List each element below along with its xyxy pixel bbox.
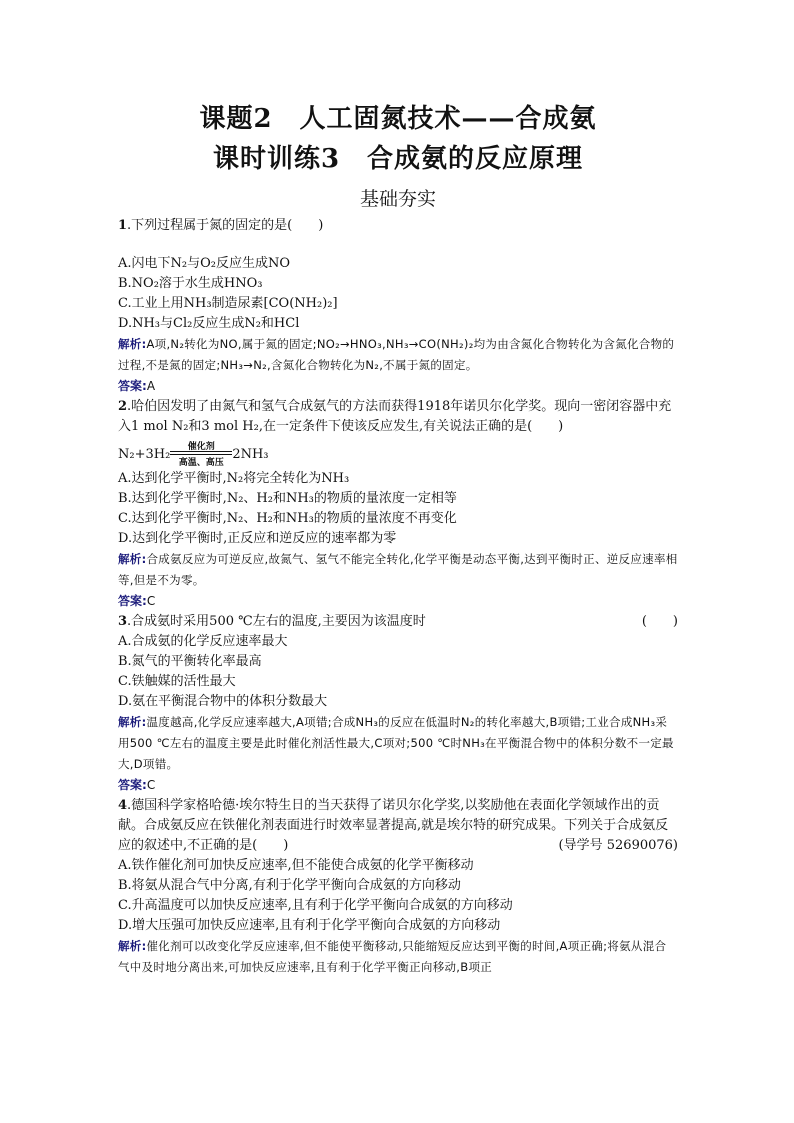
analysis: 解析:催化剂可以改变化学反应速率,但不能使平衡移动,只能缩短反应达到平衡的时间,A项正确;将氨从混合气中及时地分离出来,可加快反应速率,且有利于化学平衡正向移动,B项正 — [118, 939, 667, 974]
option: B.NO₂溶于水生成HNO₃ — [118, 276, 263, 291]
answer: 答案:C — [118, 594, 156, 608]
option: B.氮气的平衡转化率最高 — [118, 654, 262, 669]
question-4 — [118, 796, 678, 978]
option: C.工业上用NH₃制造尿素[CO(NH₂)₂] — [118, 296, 338, 311]
option: A.铁作催化剂可加快反应速率,但不能使合成氨的化学平衡移动 — [118, 858, 474, 873]
training-title: 课时训练3 合成氨的反应原理 — [212, 144, 584, 174]
option: D.氨在平衡混合物中的体积分数最大 — [118, 694, 328, 709]
question-4-stem: 4.德国科学家格哈德·埃尔特生日的当天获得了诺贝尔化学奖,以奖励他在表面化学领域作出的贡献。合成氨反应在铁催化剂表面进行时效率显著提高,就是埃尔特的研究成果。下列关于合成氨反应的叙述中,不正确的是( ) (导学号 52690076) — [118, 796, 678, 856]
option: B.将氨从混合气中分离,有利于化学平衡向合成氨的方向移动 — [118, 878, 461, 893]
option: D.NH₃与Cl₂反应生成N₂和HCl — [118, 316, 300, 331]
option: A.达到化学平衡时,N₂将完全转化为NH₃ — [118, 471, 350, 486]
option: A.闪电下N₂与O₂反应生成NO — [118, 256, 291, 271]
question-2-stem: 2.哈伯因发明了由氮气和氢气合成氨气的方法而获得1918年诺贝尔化学奖。现向一密闭容器中充入1 mol N₂和3 mol H₂,在一定条件下使该反应发生,有关说法正确的是( ) — [118, 399, 672, 434]
analysis: 解析:合成氨反应为可逆反应,故氮气、氢气不能完全转化,化学平衡是动态平衡,达到平衡时正、逆反应速率相等,但是不为零。 — [118, 552, 678, 587]
question-3-stem: 3.合成氨时采用500 ℃左右的温度,主要因为该温度时 ( ) — [118, 614, 678, 629]
guide-number: (导学号 52690076) — [558, 838, 678, 853]
lesson-title: 课题2 人工固氮技术——合成氨 — [199, 104, 597, 134]
option: D.达到化学平衡时,正反应和逆反应的速率都为零 — [118, 531, 397, 546]
option: C.铁触媒的活性最大 — [118, 674, 236, 689]
analysis: 解析:A项,N₂转化为NO,属于氮的固定;NO₂→HNO₃,NH₃→CO(NH₂)₂均为由含氮化合物转化为含氮化合物的过程,不是氮的固定;NH₃→N₂,含氮化合物转化为N₂,不属于氮的固定。 — [118, 337, 675, 372]
question-2 — [118, 397, 678, 612]
document-page — [118, 100, 678, 978]
option: B.达到化学平衡时,N₂、H₂和NH₃的物质的量浓度一定相等 — [118, 491, 457, 506]
option: C.升高温度可以加快反应速率,且有利于化学平衡向合成氨的方向移动 — [118, 898, 513, 913]
option: C.达到化学平衡时,N₂、H₂和NH₃的物质的量浓度不再变化 — [118, 511, 457, 526]
option: D.增大压强可加快反应速率,且有利于化学平衡向合成氨的方向移动 — [118, 918, 501, 933]
reversible-arrow-icon: 催化剂 高温、高压 — [170, 441, 232, 465]
option: A.合成氨的化学反应速率最大 — [118, 634, 288, 649]
analysis: 解析:温度越高,化学反应速率越大,A项错;合成NH₃的反应在低温时N₂的转化率越大,B项错;工业合成NH₃采用500 ℃左右的温度主要是此时催化剂活性最大,C项对;500 ℃时NH₃在平衡混合物中的体积分数不一定最大,D项错。 — [118, 715, 674, 771]
question-3 — [118, 612, 678, 796]
question-1 — [118, 216, 678, 397]
question-1-stem: 1.下列过程属于氮的固定的是( ) — [118, 218, 324, 233]
section-heading: 基础夯实 — [359, 188, 436, 210]
answer: 答案:A — [118, 379, 156, 393]
reaction-equation: N₂+3H₂ 催化剂 高温、高压 2NH₃ — [118, 442, 269, 468]
answer: 答案:C — [118, 778, 156, 792]
